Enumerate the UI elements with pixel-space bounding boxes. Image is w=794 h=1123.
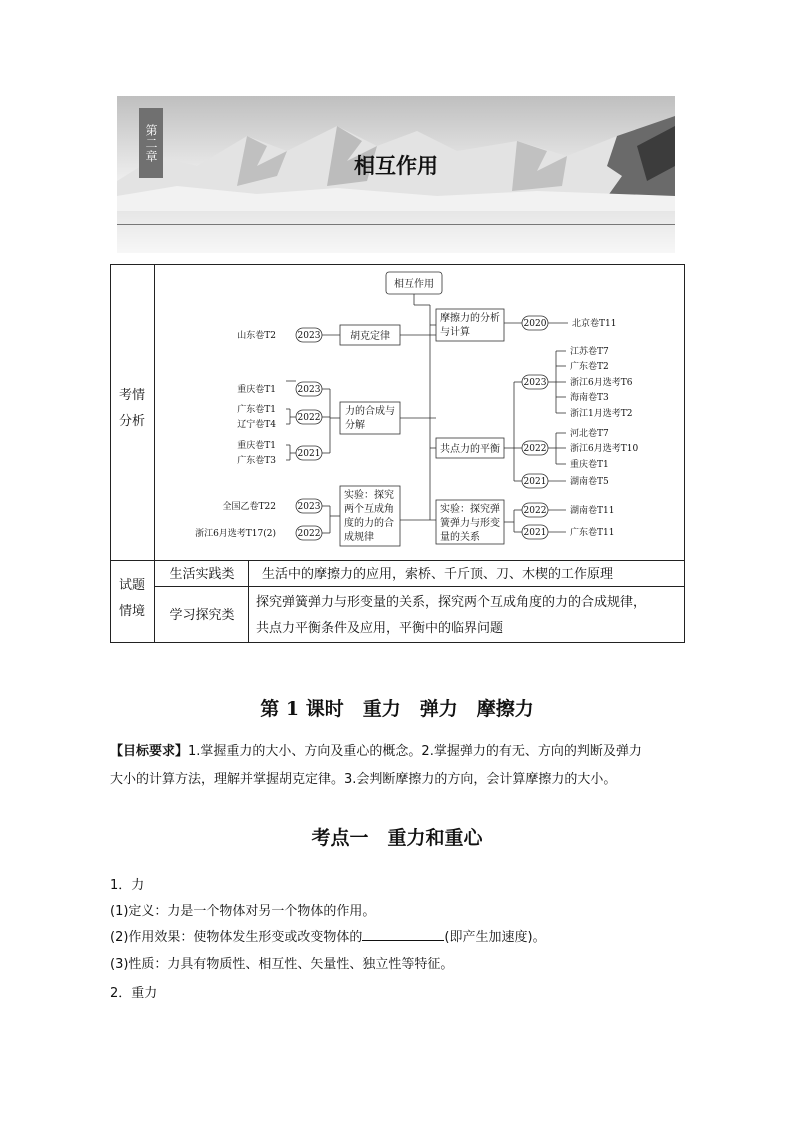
year-pill: 2023 <box>297 385 321 395</box>
year-pill: 2023 <box>297 331 321 341</box>
exam-paper-ref: 重庆卷T1 <box>237 385 276 395</box>
exam-paper-ref: 浙江1月选考T2 <box>570 409 633 419</box>
exam-paper-ref: 广东卷T11 <box>570 528 615 538</box>
topic-expt-forces-l2: 两个互成角 <box>344 504 394 515</box>
exam-paper-ref: 浙江6月选考T17(2) <box>195 529 276 539</box>
year-pill: 2023 <box>297 502 321 512</box>
force-effect-post: (即产生加速度)。 <box>444 930 546 945</box>
mindmap-root: 相互作用 <box>394 279 434 290</box>
year-pill: 2021 <box>297 449 321 459</box>
situation-category-1: 生活实践类 <box>169 567 235 582</box>
exam-paper-ref: 湖南卷T11 <box>570 506 615 516</box>
exam-paper-ref: 重庆卷T1 <box>570 460 609 470</box>
force-effect-pre: (2)作用效果：使物体发生形变或改变物体的 <box>110 930 363 945</box>
year-pill: 2022 <box>297 529 321 539</box>
exam-paper-ref: 浙江6月选考T10 <box>570 444 639 454</box>
topic-expt-spring-l1: 实验：探究弹 <box>440 504 500 515</box>
lesson-title: 第 1 课时 重力 弹力 摩擦力 <box>260 698 534 720</box>
topic-expt-spring-l2: 簧弹力与形变 <box>440 518 500 529</box>
exam-paper-ref: 重庆卷T1 <box>237 441 276 451</box>
row-label-analysis-text: 考情分析 <box>118 388 145 429</box>
exam-paper-ref: 全国乙卷T22 <box>222 502 276 512</box>
exam-paper-ref: 北京卷T11 <box>572 319 617 329</box>
exam-paper-ref: 辽宁卷T4 <box>237 420 276 430</box>
year-pill: 2022 <box>523 506 547 516</box>
exam-paper-ref: 广东卷T3 <box>237 456 276 466</box>
exam-paper-ref: 海南卷T3 <box>570 393 609 403</box>
row-label-situation-text: 试题情境 <box>118 578 145 619</box>
topic-expt-spring-l3: 量的关系 <box>440 532 480 543</box>
item-gravity-heading: 2．重力 <box>110 986 158 1001</box>
exam-paper-ref: 广东卷T1 <box>237 405 276 415</box>
year-pill: 2020 <box>523 319 547 329</box>
topic-equilibrium: 共点力的平衡 <box>440 444 500 455</box>
topic-friction-l2: 与计算 <box>440 327 470 338</box>
goals-line-2: 大小的计算方法，理解并掌握胡克定律。3.会判断摩擦力的方向，会计算摩擦力的大小。 <box>110 772 617 787</box>
chapter-title: 相互作用 <box>354 154 438 178</box>
goals-text-1: 1.掌握重力的大小、方向及重心的概念。2.掌握弹力的有无、方向的判断及弹力 <box>188 744 642 759</box>
exam-paper-ref: 广东卷T2 <box>570 362 609 372</box>
topic-composition-l2: 分解 <box>345 420 365 431</box>
year-pill: 2022 <box>297 413 321 423</box>
goals-line-1 <box>110 738 642 766</box>
exam-paper-ref: 湖南卷T5 <box>570 477 609 487</box>
year-pill: 2023 <box>523 378 547 388</box>
situation-content-1: 生活中的摩擦力的应用，索桥、千斤顶、刀、木楔的工作原理 <box>262 567 614 582</box>
force-effect <box>110 924 546 952</box>
topic-expt-forces-l4: 成规律 <box>344 532 374 543</box>
topic-hooke: 胡克定律 <box>350 331 390 342</box>
section-title: 考点一 重力和重心 <box>311 827 483 849</box>
topic-expt-forces-l3: 度的力的合 <box>344 518 394 529</box>
year-pill: 2021 <box>523 528 547 538</box>
item-force-heading: 1．力 <box>110 878 145 893</box>
force-nature: (3)性质：力具有物质性、相互性、矢量性、独立性等特征。 <box>110 957 454 972</box>
exam-paper-ref: 河北卷T7 <box>570 429 609 439</box>
force-definition: (1)定义：力是一个物体对另一个物体的作用。 <box>110 904 376 919</box>
chapter-tab: 第二章 <box>139 108 163 178</box>
topic-friction-l1: 摩擦力的分析 <box>440 313 500 324</box>
goals-label: 【目标要求】 <box>110 744 189 759</box>
situation-content-2-line1: 探究弹簧弹力与形变量的关系，探究两个互成角度的力的合成规律， <box>256 595 647 610</box>
exam-paper-ref: 浙江6月选考T6 <box>570 378 633 388</box>
year-pill: 2021 <box>523 477 547 487</box>
year-pill: 2022 <box>523 444 547 454</box>
situation-content-2-line2: 共点力平衡条件及应用，平衡中的临界问题 <box>256 621 504 636</box>
topic-expt-forces-l1: 实验：探究 <box>344 490 394 501</box>
situation-category-2: 学习探究类 <box>169 608 235 623</box>
exam-paper-ref: 山东卷T2 <box>237 331 276 341</box>
fill-in-blank[interactable] <box>362 928 444 941</box>
topic-composition-l1: 力的合成与 <box>345 406 395 417</box>
exam-paper-ref: 江苏卷T7 <box>570 347 609 357</box>
